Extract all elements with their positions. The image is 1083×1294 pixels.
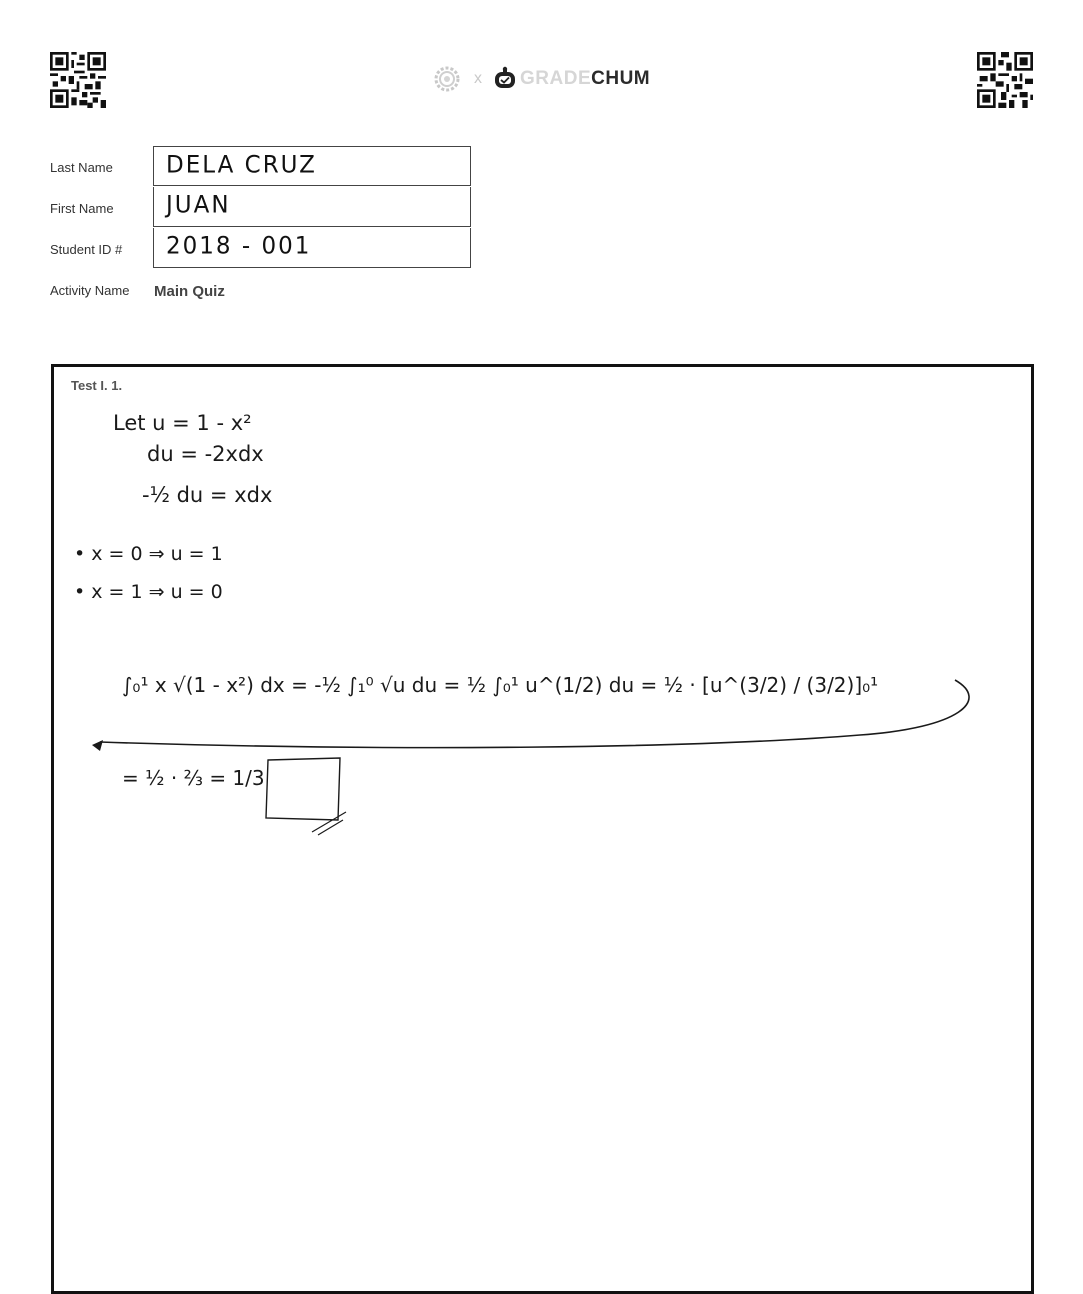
check-mark-icon — [312, 812, 346, 835]
first-name-value: JUAN — [166, 191, 231, 219]
arrow-head-icon — [92, 740, 103, 751]
last-name-label: Last Name — [50, 160, 113, 175]
handwritten-line-3: -½ du = xdx — [142, 483, 273, 507]
handwritten-line-6: ∫₀¹ x √(1 - x²) dx = -½ ∫₁⁰ √u du = ½ ∫₀¹ u^(1/2) du = ½ · [u^(3/2) / (3/2)]₀¹ — [122, 673, 879, 697]
handwritten-line-4: • x = 0 ⇒ u = 1 — [74, 543, 223, 565]
handwritten-line-2: du = -2xdx — [147, 442, 264, 466]
handwritten-line-5: • x = 1 ⇒ u = 0 — [74, 581, 223, 603]
final-answer-box — [266, 758, 340, 820]
brand-word-grade: GRADE — [520, 68, 592, 89]
handwritten-line-7: = ½ · ⅔ = 1/3 — [122, 766, 265, 790]
brand-word-chum: CHUM — [591, 68, 651, 89]
student-id-value: 2018 - 001 — [166, 232, 312, 260]
activity-name-label: Activity Name — [50, 283, 130, 298]
first-name-label: First Name — [50, 201, 114, 216]
activity-name-value: Main Quiz — [154, 283, 225, 300]
handwritten-line-1: Let u = 1 - x² — [113, 411, 252, 435]
student-id-label: Student ID # — [50, 242, 123, 257]
question-label: Test I. 1. — [71, 378, 123, 393]
last-name-value: DELA CRUZ — [166, 151, 317, 179]
brand-separator: x — [474, 70, 482, 87]
